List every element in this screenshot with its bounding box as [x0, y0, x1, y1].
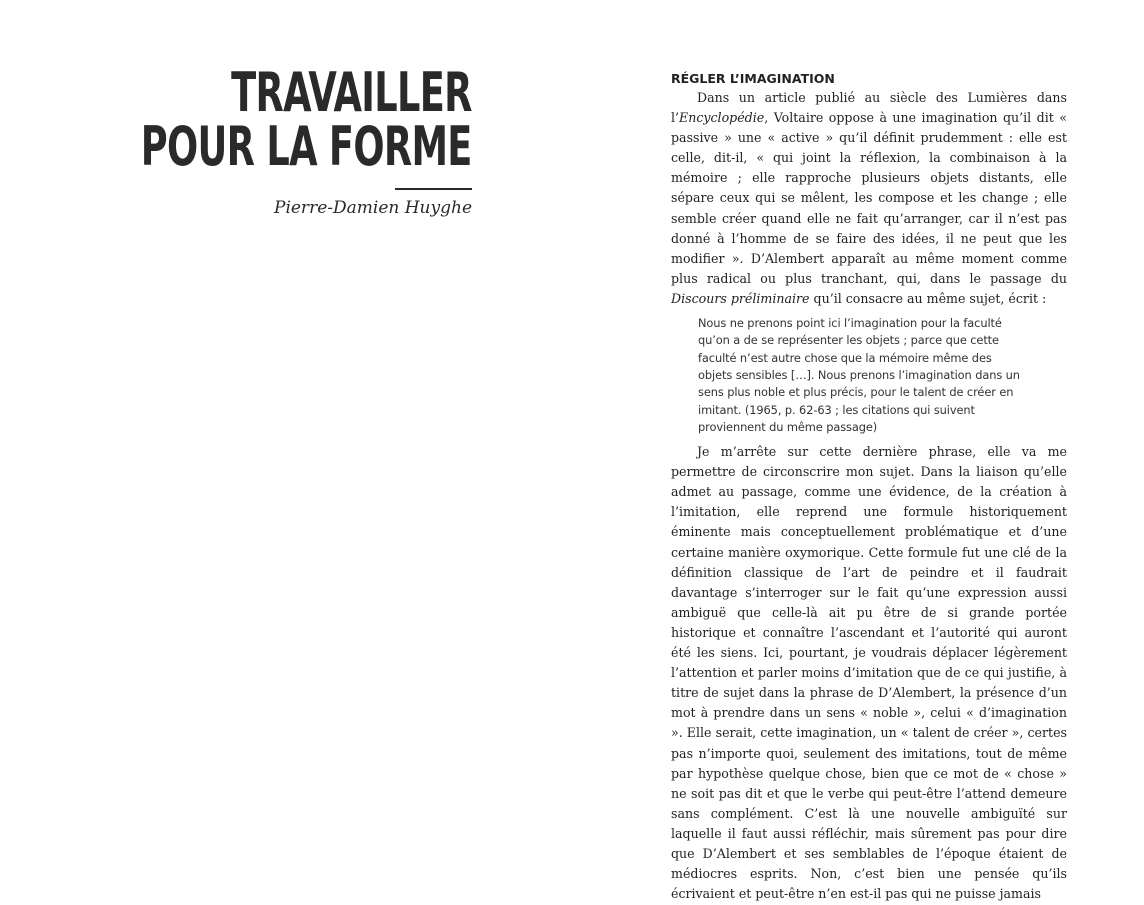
paragraph-1-text-b: , Voltaire oppose à une imagination qu’il dit « passive » une « active » qu’il définit prudemment : elle est celle, dit-il, « qui joint la réflexion, la combinaison à la mémoire ; elle rapproche plusieurs objets distants, elle sépare ceux qui se mêlent, les compose et les change ; elle semble créer quand elle ne fait qu’arranger, car il n’est pas donné à l’homme de se faire des idées, il ne peut que les modifier ». D’Alembert apparaît au même moment comme plus radical ou plus tranchant, qui, dans le passage du [671, 110, 1067, 286]
right-page [671, 70, 1067, 904]
block-quote: Nous ne prenons point ici l’imagination pour la faculté qu’on a de se représenter les objets ; parce que cette faculté n’est autre chose que la mémoire même des objets sensibles […]. Nous prenons l’imagination dans un sens plus noble et plus précis, pour le talent de créer en imitant. (1965, p. 62-63 ; les citations qui suivent proviennent du même passage) [698, 316, 1020, 434]
paragraph-1 [671, 88, 1067, 309]
paragraph-1-emphasis-encyclopedie: Encyclopédie [679, 110, 765, 126]
title-divider [395, 188, 472, 190]
book-title-line-2: POUR LA FORME [141, 115, 472, 178]
title-block [0, 61, 472, 218]
author-name: Pierre-Damien Huyghe [274, 198, 472, 218]
section-heading: RÉGLER L’IMAGINATION [671, 71, 835, 86]
paragraph-1-text-a: Dans un article publié au siècle des Lumières dans l’ [671, 90, 1067, 126]
paragraph-1-text-c: qu’il consacre au même sujet, écrit : [809, 290, 1047, 306]
paragraph-2: Je m’arrête sur cette dernière phrase, elle va me permettre de circonscrire mon sujet. Dans la liaison qu’elle admet au passage, comme une évidence, de la création à l’imitation, elle reprend une formule historiquement éminente mais conceptuellement problématique et d’une certaine manière oxymorique. Cette formule fut une clé de la définition classique de l’art de peindre et il faudrait davantage s’interroger sur le fait qu’une expression aussi ambiguë que celle-là ait pu être de si grande portée historique et connaître l’ascendant et l’autorité qui auront été les siens. Ici, pourtant, je voudrais déplacer légèrement l’attention et parler moins d’imitation que de ce qui justifie, à titre de sujet dans la phrase de D’Alembert, la présence d’un mot à prendre dans un sens « noble », celui « d’imagination ». Elle serait, cette imagination, un « talent de créer », certes pas n’importe quoi, seulement des imitations, tout de même par hypothèse quelque chose, bien que ce mot de « chose » ne soit pas dit et que le verbe qui peut-être l’attend demeure sans complément. C’est là une nouvelle ambiguïté sur laquelle il faut aussi réfléchir, mais sûrement pas pour dire que D’Alembert et ses semblables de l’époque étaient de médiocres esprits. Non, c’est bien une pensée qu’ils écrivaient et peut-être n’en est-il pas qui ne puisse jamais [671, 444, 1067, 902]
book-title-line-1: TRAVAILLER [231, 61, 472, 124]
paragraph-1-emphasis-discours: Discours préliminaire [671, 290, 810, 306]
